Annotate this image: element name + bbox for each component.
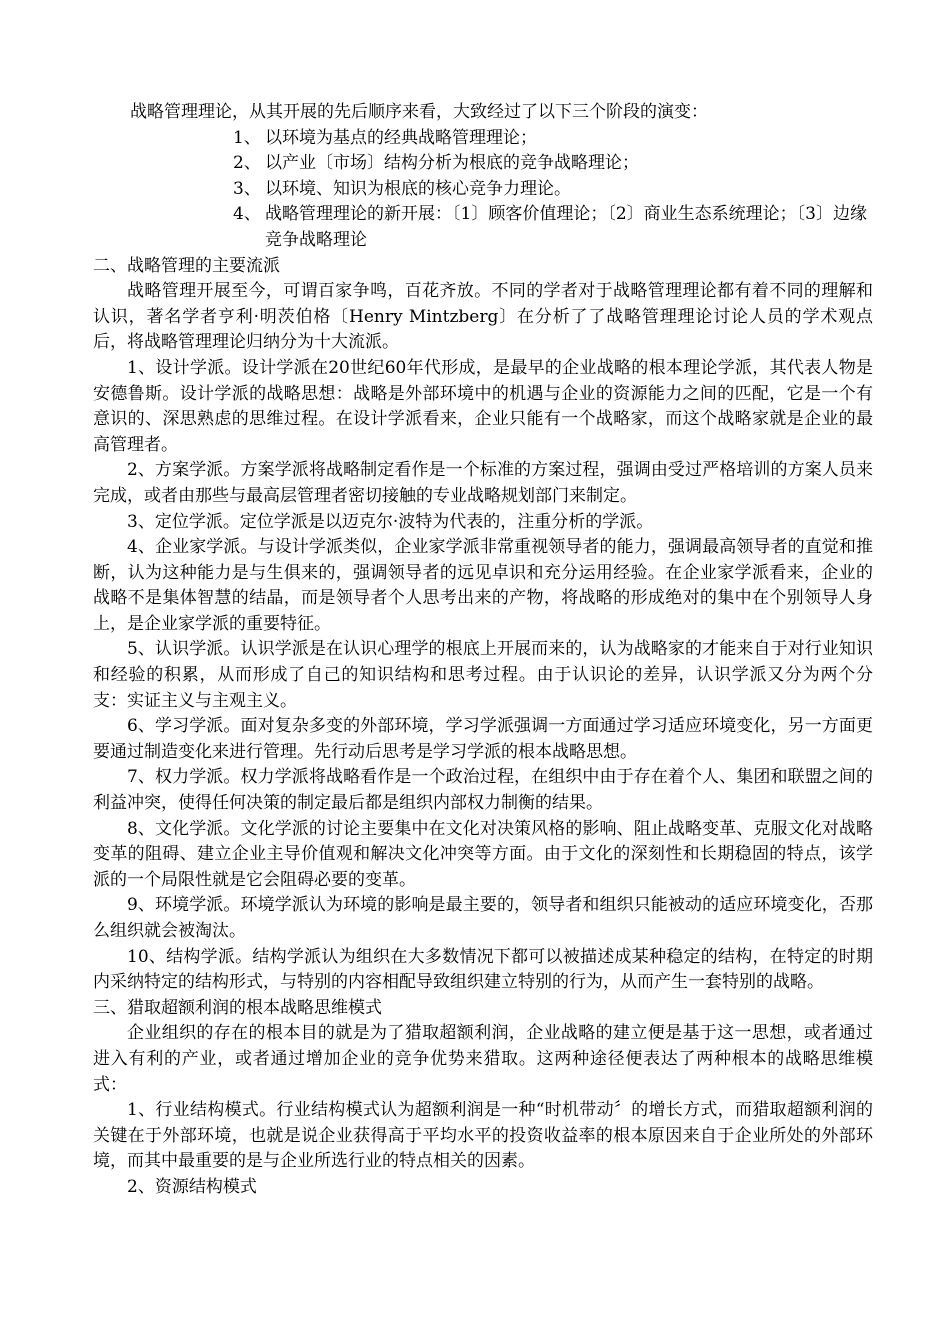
- stage-item: [93, 177, 873, 203]
- body-paragraph: 1、行业结构模式。行业结构模式认为超额利润是一种“时机带动〞的增长方式，而猎取超额利润的关键在于外部环境，也就是说企业获得高于平均水平的投资收益率的根本原因来自于企业所处的外部环境，而其中最重要的是与企业所选行业的特点相关的因素。: [93, 1100, 873, 1172]
- stage-item: [93, 151, 873, 177]
- stage-text: 以环境、知识为根底的核心竞争力理论。: [265, 178, 571, 199]
- stage-number: 3、: [233, 178, 261, 199]
- intro-paragraph: 战略管理理论，从其开展的先后顺序来看，大致经过了以下三个阶段的演变：: [130, 102, 708, 122]
- body-paragraph: 9、环境学派。环境学派认为环境的影响是最主要的，领导者和组织只能被动的适应环境变化，否那么组织就会被淘汰。: [93, 895, 873, 941]
- section-heading: 二、战略管理的主要流派: [93, 255, 280, 276]
- stage-text: 战略管理理论的新开展：〔1〕顾客价值理论；〔2〕商业生态系统理论；〔3〕边缘竞争战略理论: [265, 204, 867, 250]
- document-body: [93, 100, 873, 1201]
- body-paragraph: 7、权力学派。权力学派将战略看作是一个政治过程，在组织中由于存在着个人、集团和联盟之间的利益冲突，使得任何决策的制定最后都是组织内部权力制衡的结果。: [93, 767, 873, 814]
- body-paragraph: 1、设计学派。设计学派在20世纪60年代形成，是最早的企业战略的根本理论学派，其代表人物是安德鲁斯。设计学派的战略思想：战略是外部环境中的机遇与企业的资源能力之间的匹配，它是一个有意识的、深思熟虑的思维过程。在设计学派看来，企业只能有一个战略家，而这个战略家就是企业的最高管理者。: [93, 357, 873, 455]
- body-paragraph: 3、定位学派。定位学派是以迈克尔·波特为代表的，注重分析的学派。: [127, 511, 654, 532]
- body-paragraph: 8、文化学派。文化学派的讨论主要集中在文化对决策风格的影响、阻止战略变革、克服文化对战略变革的阻碍、建立企业主导价值观和解决文化冲突等方面。由于文化的深刻性和长期稳固的特点，该学派的一个局限性就是它会阻碍必要的变革。: [93, 818, 873, 890]
- stages-list: [93, 126, 873, 254]
- stage-number: 2、: [233, 153, 261, 174]
- stage-item: [93, 202, 873, 253]
- stage-text: 以环境为基点的经典战略管理理论；: [265, 127, 537, 148]
- stage-item: [93, 126, 873, 152]
- body-paragraph: 5、认识学派。认识学派是在认识心理学的根底上开展而来的，认为战略家的才能来自于对行业知识和经验的积累，从而形成了自己的知识结构和思考过程。由于认识论的差异，认识学派又分为两个分支：实证主义与主观主义。: [93, 639, 873, 711]
- body-paragraph: 10、结构学派。结构学派认为组织在大多数情况下都可以被描述成某种稳定的结构，在特定的时期内采纳特定的结构形式，与特别的内容相配导致组织建立特别的行为，从而产生一套特别的战略。: [93, 946, 873, 993]
- stage-text: 以产业〔市场〕结构分析为根底的竞争战略理论；: [265, 153, 639, 174]
- stage-number: 1、: [233, 127, 261, 148]
- stage-number: 4、: [233, 204, 261, 225]
- body-paragraph: 战略管理开展至今，可谓百家争鸣，百花齐放。不同的学者对于战略管理理论都有着不同的理解和认识，著名学者亨利·明茨伯格〔Henry Mintzberg〕在分析了了战略管理理论讨论人员的学术观点后，将战略管理理论归纳分为十大流派。: [93, 281, 873, 353]
- body-paragraph: 2、资源结构模式: [127, 1176, 257, 1197]
- body-paragraph: 企业组织的存在的根本目的就是为了猎取超额利润，企业战略的建立便是基于这一思想，或者通过进入有利的产业，或者通过增加企业的竞争优势来猎取。这两种途径便表达了两种根本的战略思维模式：: [93, 1023, 873, 1095]
- section-heading: 三、猎取超额利润的根本战略思维模式: [93, 997, 382, 1018]
- body-paragraph: 2、方案学派。方案学派将战略制定看作是一个标准的方案过程，强调由受过严格培训的方案人员来完成，或者由那些与最高层管理者密切接触的专业战略规划部门来制定。: [93, 460, 873, 506]
- body-paragraph: 6、学习学派。面对复杂多变的外部环境，学习学派强调一方面通过学习适应环境变化，另一方面更要通过制造变化来进行管理。先行动后思考是学习学派的根本战略思想。: [93, 716, 873, 762]
- body-paragraph: 4、企业家学派。与设计学派类似，企业家学派非常重视领导者的能力，强调最高领导者的直觉和推断，认为这种能力是与生俱来的，强调领导者的远见卓识和充分运用经验。在企业家学派看来，企业的战略不是集体智慧的结晶，而是领导者个人思考出来的产物，将战略的形成绝对的集中在个别领导人身上，是企业家学派的重要特征。: [93, 537, 873, 634]
